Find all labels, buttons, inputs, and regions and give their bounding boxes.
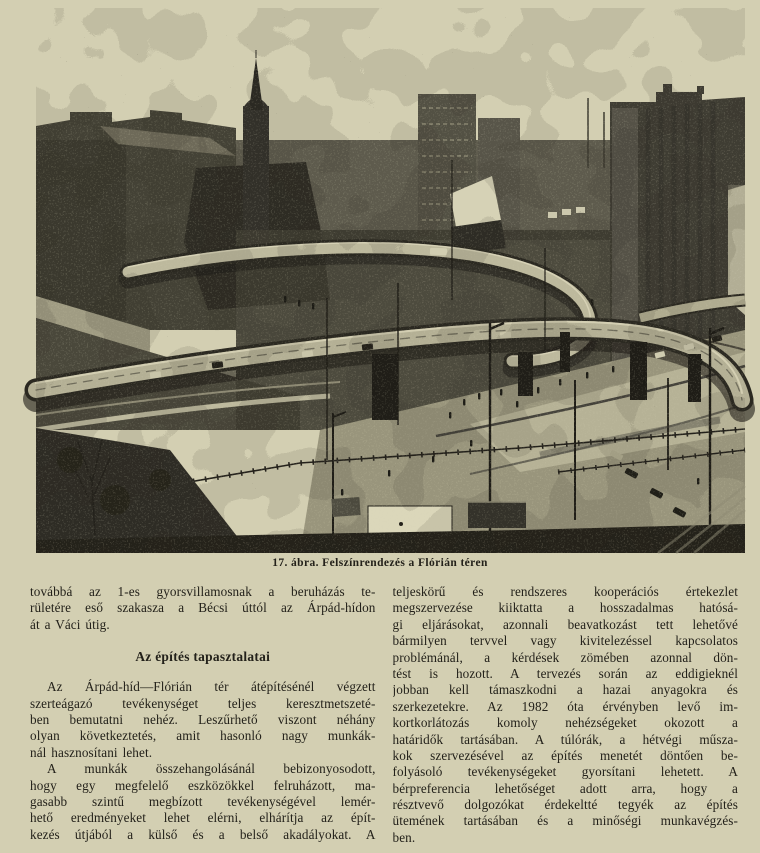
text-line: kok szervezésével az építés menetét döntően be- — [392, 747, 738, 763]
text-line: olyan következtetés, amit hasonló nagy munkák- — [30, 728, 376, 744]
text-line: résztvevő dolgozókat érdekeltté tegyék az építés — [392, 797, 738, 813]
text-line: hogy egy megfelelő eszközökkel felruházott, ma- — [30, 777, 376, 793]
text-column-left — [30, 584, 376, 846]
text-line: Az Árpád-híd—Flórián tér átépítésénél végzett — [47, 679, 376, 695]
text-line: A munkák összehangolásánál bebizonyosodott, — [47, 761, 376, 777]
text-line: ben. — [392, 829, 416, 845]
text-line: gi eljárásokat, azonnali beavatkozást tett lehetővé — [392, 616, 738, 632]
paragraph — [30, 679, 376, 761]
text-line: kezés útjából a külső és a belső akadályokat. A — [30, 826, 376, 842]
paragraph — [393, 584, 739, 846]
text-line: tést is hozott. A tervezés során az eddigieknél — [392, 665, 738, 681]
halftone-grain — [36, 8, 745, 553]
text-line: jobban kell támaszkodni a hazai anyagokra és — [392, 682, 738, 698]
text-line: teljeskörű és rendszeres kooperációs értekezlet — [392, 584, 738, 599]
text-line: nál hasznosítani lehet. — [30, 744, 153, 760]
text-line: gasabb szintű megbízott tevékenységével lemér- — [30, 793, 376, 809]
text-line: rületére eső szakasza a Bécsi úttól az Árpád-hídon — [30, 600, 376, 616]
text-line: át a Váci útig. — [30, 616, 110, 632]
text-line: szerkezetekre. Az 1982 óta érvényben levő im- — [392, 698, 738, 714]
text-line: bármilyen tervvel vagy kivitelezéssel kapcsolatos — [392, 633, 738, 649]
section-heading: Az építés tapasztalatai — [135, 649, 271, 665]
text-columns — [30, 584, 738, 846]
text-line: továbbá az 1-es gyorsvillamosnak a beruházás te- — [30, 584, 376, 599]
text-column-right — [393, 584, 739, 846]
text-line: problémánál, a kérdések zömében azonnal dön- — [392, 649, 738, 665]
figure-caption: 17. ábra. Felszínrendezés a Flórián téren — [272, 557, 488, 569]
text-line: ben bemutatni nehéz. Leszűrhető viszont néhány — [30, 711, 376, 727]
text-line: kortkorlátozás komoly nehézségeket okozott a — [392, 715, 738, 731]
text-line: hető eredményeket lehet elérni, elhárítja az épít- — [30, 810, 376, 826]
text-line: szerteágazó tevékenységet teljes keresztmetszeté- — [30, 695, 376, 711]
text-line: folyásoló tevékenységeket gyorsítani lehetett. A — [392, 764, 738, 780]
text-line: megszervezése kiiktatta a hosszadalmas hatósá- — [392, 600, 738, 616]
text-line: bérpreferencia lehetőséget adott arra, hogy a — [392, 780, 738, 796]
text-line: határidők tartásában. A túlórák, a hétvégi műsza- — [392, 731, 738, 747]
paragraph — [30, 761, 376, 843]
paragraph — [30, 584, 376, 633]
text-line: ütemének tartásában és a minőségi munkavégzés- — [392, 813, 738, 829]
